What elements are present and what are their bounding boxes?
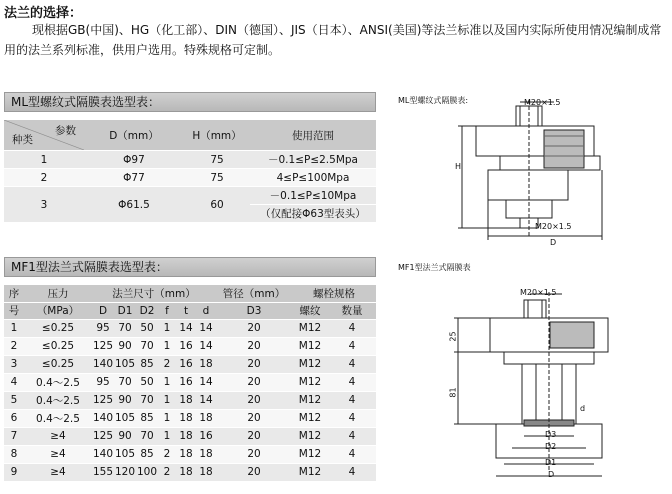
mf-cell-d: 14 — [196, 391, 216, 409]
mf-cell-d: 95 — [92, 319, 114, 337]
ml-cell-range: －0.1≤P≤10Mpa — [250, 187, 376, 205]
ml-section-title-text: ML型螺纹式隔膜表选型表： — [11, 95, 161, 109]
mf-dim-d: d — [580, 404, 586, 413]
mf-cell-d: 14 — [196, 373, 216, 391]
mf-cell-t: 16 — [176, 373, 196, 391]
table-row — [4, 445, 376, 463]
mf-cell-d1: 120 — [114, 463, 136, 481]
mf-cell-p: 0.4～2.5 — [24, 391, 92, 409]
ml-dim-d: D — [550, 238, 557, 247]
mf-cell-d3: 20 — [216, 355, 292, 373]
mf-cell-t: 18 — [176, 409, 196, 427]
mf-cell-d3: 20 — [216, 409, 292, 427]
mf-cell-d3: 20 — [216, 391, 292, 409]
ml-cell-range: 4≤P≤100Mpa — [250, 169, 376, 187]
mf-header-D2: D2 — [136, 302, 158, 319]
mf-header-seq-bot: 号 — [4, 302, 24, 319]
mf-cell-d3: 20 — [216, 319, 292, 337]
mf-diagram — [444, 282, 624, 492]
mf-cell-f: 1 — [158, 427, 176, 445]
mf-cell-d3: 20 — [216, 463, 292, 481]
mf-dim-D: D — [548, 470, 555, 479]
mf-cell-f: 2 — [158, 355, 176, 373]
ml-cell-d: Φ77 — [84, 169, 184, 187]
mf-cell-f: 2 — [158, 445, 176, 463]
mf-cell-no: 6 — [4, 409, 24, 427]
table-row — [4, 151, 376, 169]
mf-header-thread: 螺纹 — [292, 302, 328, 319]
mf-cell-no: 1 — [4, 319, 24, 337]
mf-dim-d2: D2 — [545, 442, 557, 451]
mf-cell-d: 95 — [92, 373, 114, 391]
mf-dim-d1: D1 — [545, 458, 557, 467]
table-row — [4, 391, 376, 409]
ml-cell-h: 60 — [184, 187, 250, 223]
ml-section-title — [4, 92, 376, 112]
mf-section-title — [4, 257, 376, 277]
mf-cell-thread: M12 — [292, 463, 328, 481]
ml-cell-h: 75 — [184, 151, 250, 169]
mf-header-D1: D1 — [114, 302, 136, 319]
mf-cell-f: 1 — [158, 391, 176, 409]
mf-cell-d1: 105 — [114, 445, 136, 463]
mf-header-D3: D3 — [216, 302, 292, 319]
mf-cell-d1: 105 — [114, 409, 136, 427]
mf-cell-t: 18 — [176, 463, 196, 481]
mf-cell-qty: 4 — [328, 373, 376, 391]
mf-cell-d1: 90 — [114, 337, 136, 355]
mf-cell-f: 1 — [158, 319, 176, 337]
mf-cell-d: 125 — [92, 427, 114, 445]
mf-cell-d2: 85 — [136, 409, 158, 427]
intro-paragraph: 现根据GB(中国)、HG（化工部）、DIN（德国）、JIS（日本）、ANSI(美国)等法兰标准以及国内实际所使用情况编制成常用的法兰系列标准，供用户选用。特殊规格可定制。 — [4, 23, 662, 57]
mf-header-qty: 数量 — [328, 302, 376, 319]
table-row — [4, 169, 376, 187]
ml-cell-range-note: （仅配接Φ63型表头） — [250, 205, 376, 223]
mf-header-bolt: 螺栓规格 — [292, 285, 376, 302]
mf-cell-f: 1 — [158, 337, 176, 355]
mf-cell-d: 18 — [196, 409, 216, 427]
mf-cell-p: ≤0.25 — [24, 355, 92, 373]
mf-cell-no: 4 — [4, 373, 24, 391]
mf-cell-d: 140 — [92, 409, 114, 427]
ml-header-type: 种类 — [12, 134, 33, 146]
ml-dim-bottom: M20×1.5 — [535, 222, 572, 231]
mf-cell-no: 9 — [4, 463, 24, 481]
mf-cell-d: 16 — [196, 427, 216, 445]
mf-cell-no: 5 — [4, 391, 24, 409]
mf-header-t: t — [176, 302, 196, 319]
ml-cell-d: Φ97 — [84, 151, 184, 169]
ml-header-d: D（mm） — [84, 120, 184, 151]
table-row — [4, 187, 376, 205]
ml-selection-table — [4, 120, 376, 223]
mf-cell-d: 18 — [196, 445, 216, 463]
mf-cell-thread: M12 — [292, 337, 328, 355]
mf-dim-81: 81 — [448, 387, 458, 398]
page-heading: 法兰的选择： — [4, 6, 83, 21]
mf-cell-p: ≤0.25 — [24, 337, 92, 355]
mf-cell-t: 18 — [176, 391, 196, 409]
table-row — [4, 463, 376, 481]
mf-figure-label: MF1型法兰式隔膜表 — [398, 263, 471, 272]
table-row — [4, 337, 376, 355]
mf-header-pressure-top: 压力 — [24, 285, 92, 302]
mf-cell-qty: 4 — [328, 319, 376, 337]
mf-cell-d2: 70 — [136, 427, 158, 445]
table-row — [4, 427, 376, 445]
mf-cell-d1: 70 — [114, 373, 136, 391]
mf-cell-thread: M12 — [292, 373, 328, 391]
mf-header-seq-top: 序 — [4, 285, 24, 302]
ml-cell-d: Φ61.5 — [84, 187, 184, 223]
mf-cell-t: 16 — [176, 337, 196, 355]
mf-cell-d1: 90 — [114, 391, 136, 409]
mf-cell-thread: M12 — [292, 427, 328, 445]
mf-cell-t: 14 — [176, 319, 196, 337]
mf-header-d: d — [196, 302, 216, 319]
ml-cell-range: －0.1≤P≤2.5Mpa — [250, 151, 376, 169]
mf-cell-d: 18 — [196, 463, 216, 481]
mf-cell-d3: 20 — [216, 337, 292, 355]
mf-cell-d2: 85 — [136, 355, 158, 373]
mf-dim-25: 25 — [448, 331, 458, 342]
mf-header-pipe: 管径（mm） — [216, 285, 292, 302]
mf-cell-p: ≥4 — [24, 463, 92, 481]
mf-cell-thread: M12 — [292, 319, 328, 337]
mf-cell-thread: M12 — [292, 355, 328, 373]
mf-cell-d1: 90 — [114, 427, 136, 445]
mf-cell-qty: 4 — [328, 391, 376, 409]
table-row — [4, 319, 376, 337]
mf-cell-qty: 4 — [328, 463, 376, 481]
table-row — [4, 373, 376, 391]
ml-cell-no: 2 — [4, 169, 84, 187]
mf-cell-thread: M12 — [292, 391, 328, 409]
mf-cell-f: 1 — [158, 373, 176, 391]
mf-cell-d: 125 — [92, 391, 114, 409]
mf-cell-d3: 20 — [216, 427, 292, 445]
mf-cell-d: 125 — [92, 337, 114, 355]
ml-figure-label: ML型螺纹式隔膜表: — [398, 96, 469, 105]
mf-selection-table — [4, 285, 376, 482]
mf-dim-top: M20×1.5 — [520, 288, 557, 297]
mf-cell-t: 16 — [176, 355, 196, 373]
mf-cell-p: 0.4～2.5 — [24, 373, 92, 391]
mf-cell-thread: M12 — [292, 409, 328, 427]
mf-cell-d1: 105 — [114, 355, 136, 373]
mf-cell-qty: 4 — [328, 337, 376, 355]
mf-cell-d: 14 — [196, 337, 216, 355]
mf-header-f: f — [158, 302, 176, 319]
ml-dim-h: H — [455, 162, 462, 171]
mf-cell-d: 18 — [196, 355, 216, 373]
ml-cell-no: 3 — [4, 187, 84, 223]
mf-cell-d: 155 — [92, 463, 114, 481]
mf-cell-d2: 50 — [136, 373, 158, 391]
mf-cell-qty: 4 — [328, 427, 376, 445]
mf-section-title-text: MF1型法兰式隔膜表选型表： — [11, 260, 168, 274]
ml-cell-h: 75 — [184, 169, 250, 187]
ml-diagram — [440, 96, 620, 250]
mf-cell-d2: 100 — [136, 463, 158, 481]
mf-cell-p: ≥4 — [24, 445, 92, 463]
mf-header-pressure-bot: （MPa） — [24, 302, 92, 319]
mf-cell-p: ≤0.25 — [24, 319, 92, 337]
mf-cell-d: 14 — [196, 319, 216, 337]
mf-cell-f: 2 — [158, 463, 176, 481]
mf-cell-d3: 20 — [216, 373, 292, 391]
mf-cell-d3: 20 — [216, 445, 292, 463]
mf-cell-d2: 85 — [136, 445, 158, 463]
mf-cell-d2: 50 — [136, 319, 158, 337]
mf-header-D: D — [92, 302, 114, 319]
mf-cell-t: 18 — [176, 445, 196, 463]
mf-cell-no: 3 — [4, 355, 24, 373]
mf-cell-p: ≥4 — [24, 427, 92, 445]
ml-dim-top: M20×1.5 — [524, 98, 561, 107]
mf-cell-t: 18 — [176, 427, 196, 445]
mf-cell-d: 140 — [92, 445, 114, 463]
mf-cell-d: 140 — [92, 355, 114, 373]
mf-cell-no: 7 — [4, 427, 24, 445]
mf-cell-d1: 70 — [114, 319, 136, 337]
table-row — [4, 355, 376, 373]
ml-header-range: 使用范围 — [250, 120, 376, 151]
mf-cell-p: 0.4～2.5 — [24, 409, 92, 427]
mf-dim-d3: D3 — [545, 430, 557, 439]
ml-header-param: 参数 — [55, 125, 76, 137]
mf-cell-thread: M12 — [292, 445, 328, 463]
mf-cell-no: 8 — [4, 445, 24, 463]
ml-diag-header-cell — [4, 120, 84, 151]
mf-cell-f: 1 — [158, 409, 176, 427]
mf-cell-qty: 4 — [328, 445, 376, 463]
mf-cell-qty: 4 — [328, 409, 376, 427]
mf-header-flange: 法兰尺寸（mm） — [92, 285, 216, 302]
ml-cell-no: 1 — [4, 151, 84, 169]
ml-header-h: H（mm） — [184, 120, 250, 151]
mf-cell-qty: 4 — [328, 355, 376, 373]
table-row — [4, 409, 376, 427]
mf-cell-d2: 70 — [136, 337, 158, 355]
mf-cell-no: 2 — [4, 337, 24, 355]
mf-cell-d2: 70 — [136, 391, 158, 409]
